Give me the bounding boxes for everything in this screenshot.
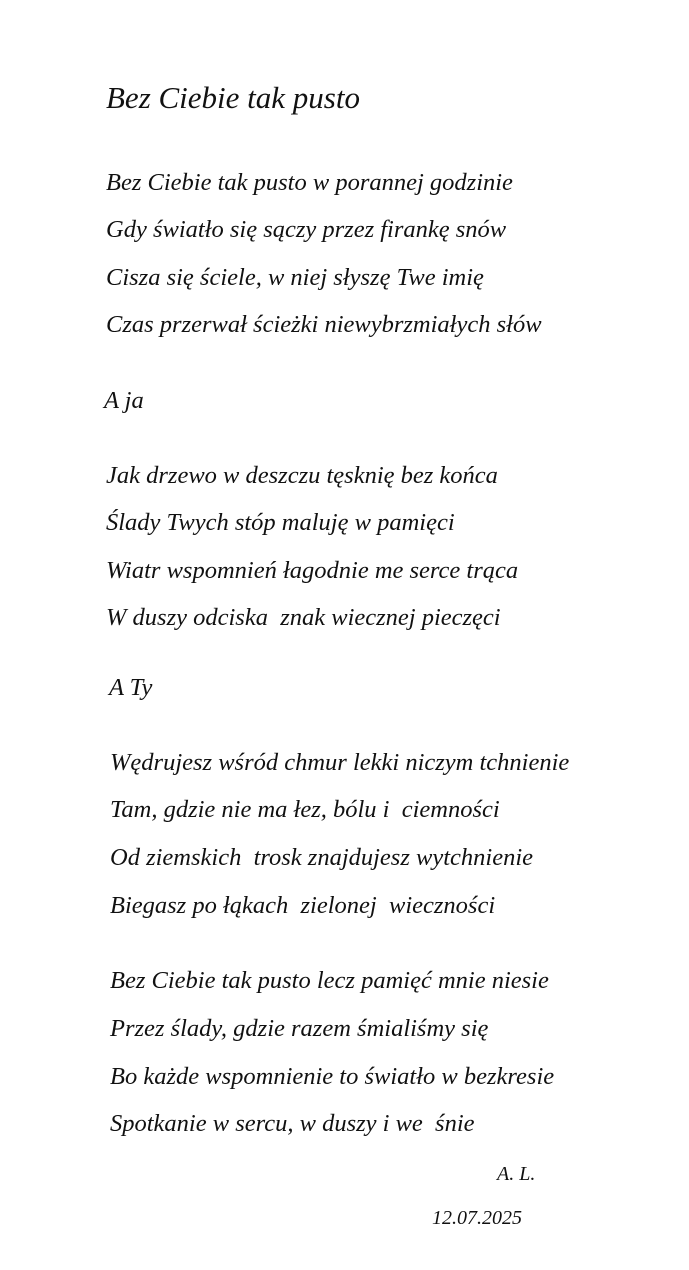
poem-title: Bez Ciebie tak pusto bbox=[106, 80, 360, 115]
poem-line: Wędrujesz wśród chmur lekki niczym tchnienie bbox=[110, 749, 570, 776]
poem-line: Bez Ciebie tak pusto lecz pamięć mnie niesie bbox=[110, 967, 549, 994]
poem-line: Jak drzewo w deszczu tęsknię bez końca bbox=[106, 462, 498, 489]
poem-line: Gdy światło się sączy przez firankę snów bbox=[106, 216, 507, 243]
poem-line: Ślady Twych stóp maluję w pamięci bbox=[106, 509, 455, 536]
poem-line: Przez ślady, gdzie razem śmialiśmy się bbox=[110, 1015, 489, 1042]
poem-date: 12.07.2025 bbox=[432, 1207, 522, 1229]
poem-line: W duszy odciska znak wiecznej pieczęci bbox=[106, 604, 501, 631]
poem-line: Spotkanie w sercu, w duszy i we śnie bbox=[110, 1110, 475, 1137]
poem-line: Wiatr wspomnień łagodnie me serce trąca bbox=[106, 557, 519, 584]
poem-line: Biegasz po łąkach zielonej wieczności bbox=[110, 892, 496, 919]
poem-line: Od ziemskich trosk znajdujesz wytchnienie bbox=[110, 844, 534, 871]
author-signature: A. L. bbox=[497, 1163, 536, 1185]
poem-line: Cisza się ściele, w niej słyszę Twe imię bbox=[106, 264, 484, 291]
interlude-a-ja: A ja bbox=[104, 387, 144, 414]
interlude-a-ty: A Ty bbox=[109, 674, 153, 701]
poem-line: Czas przerwał ścieżki niewybrzmiałych słów bbox=[106, 311, 542, 338]
poem-line: Bez Ciebie tak pusto w porannej godzinie bbox=[106, 169, 513, 196]
poem-line: Bo każde wspomnienie to światło w bezkresie bbox=[110, 1063, 555, 1090]
poem-line: Tam, gdzie nie ma łez, bólu i ciemności bbox=[110, 796, 500, 823]
